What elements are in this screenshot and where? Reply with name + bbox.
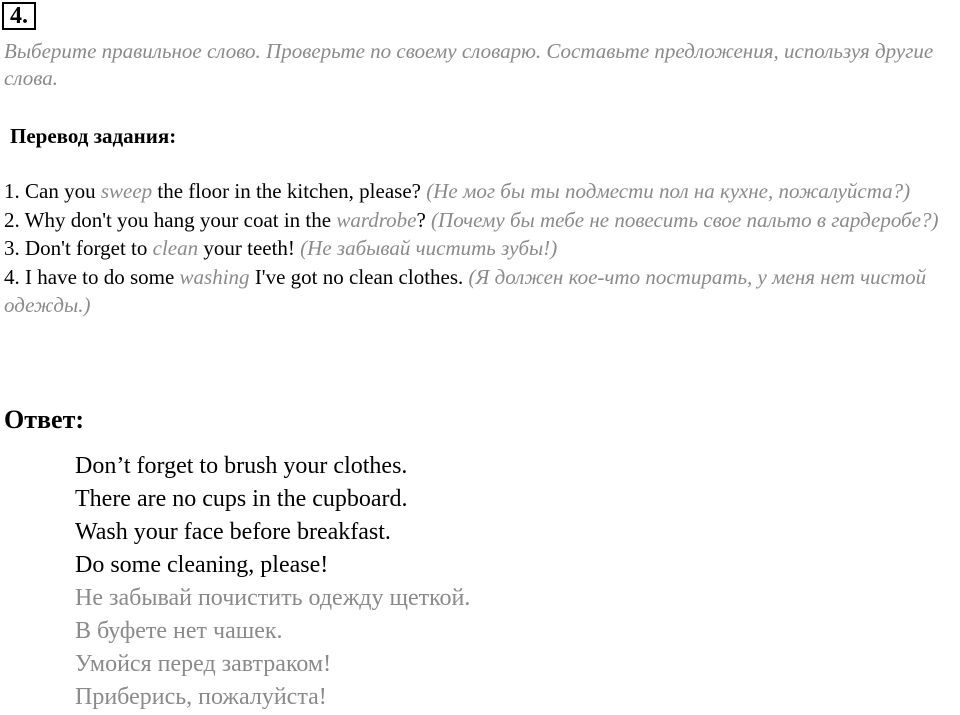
- items-list: [4, 177, 960, 320]
- item-word: wardrobe: [336, 207, 417, 232]
- answer-line: Do some cleaning, please!: [75, 552, 329, 578]
- answer-translation-line: Умойся перед завтраком!: [75, 651, 332, 677]
- list-item: [4, 206, 960, 235]
- item-text: 3. Don't forget to: [4, 236, 153, 260]
- item-text: the floor in the kitchen, please?: [152, 179, 427, 203]
- answers-block: [75, 450, 470, 714]
- answer-line: Don’t forget to brush your clothes.: [75, 453, 408, 479]
- item-word: clean: [152, 236, 199, 260]
- answer-translation-line: Приберись, пожалуйста!: [75, 684, 327, 710]
- item-word: sweep: [100, 179, 153, 203]
- answer-translation-line: В буфете нет чашек.: [75, 618, 283, 644]
- item-translation: (Я должен кое-что постирать, у меня нет чистой одежды.): [4, 264, 927, 317]
- item-text: 1. Can you: [4, 179, 101, 203]
- item-text: 2. Why don't you hang your coat in the: [4, 207, 337, 232]
- item-text: I've got no clean clothes.: [249, 264, 469, 289]
- list-item: [4, 263, 960, 320]
- item-translation: (Почему бы тебе не повесить свое пальто в гардеробе?): [431, 207, 939, 232]
- item-text: ?: [416, 207, 432, 232]
- answer-heading: Ответ:: [4, 405, 85, 434]
- answer-line: There are no cups in the cupboard.: [75, 486, 408, 512]
- exercise-number: 4.: [2, 2, 36, 30]
- item-text: 4. I have to do some: [4, 264, 180, 289]
- item-translation: (Не забывай чистить зубы!): [300, 236, 558, 260]
- list-item: [4, 177, 960, 206]
- answer-line: Wash your face before breakfast.: [75, 519, 391, 545]
- item-text: your teeth!: [198, 236, 301, 260]
- item-translation: (Не мог бы ты подмести пол на кухне, пожалуйста?): [426, 179, 911, 203]
- answer-translation-line: Не забывай почистить одежду щеткой.: [75, 585, 471, 611]
- list-item: [4, 234, 960, 263]
- task-text: Выберите правильное слово. Проверьте по своему словарю. Составьте предложения, используя другие слова.: [4, 39, 934, 90]
- item-word: washing: [179, 264, 250, 289]
- translation-heading: Перевод задания:: [10, 124, 177, 148]
